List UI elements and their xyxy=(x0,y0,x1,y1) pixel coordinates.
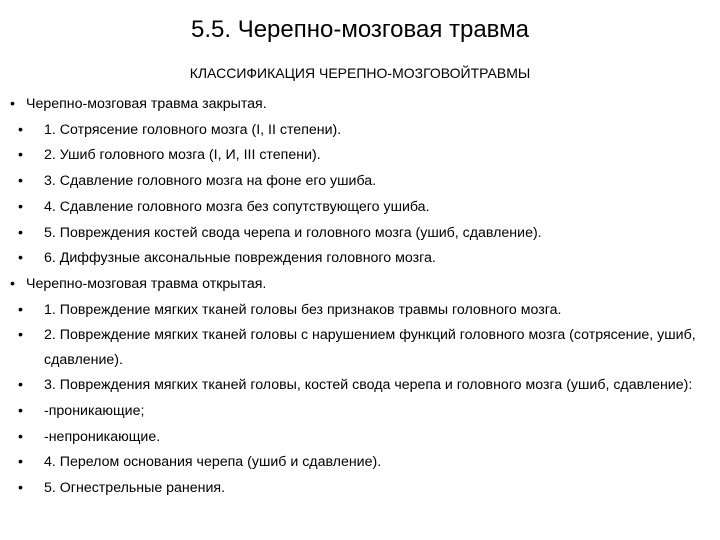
bullet: • xyxy=(18,121,23,138)
slide-title: 5.5. Черепно-мозговая травма xyxy=(191,16,529,43)
list-item xyxy=(18,169,714,195)
section-heading-text: Черепно-мозговая травма закрытая. xyxy=(26,96,267,112)
list-item-text: -проникающие; xyxy=(44,402,145,419)
list-item-text: 3. Сдавление головного мозга на фоне его ушиба. xyxy=(44,173,377,190)
list-item-text: -непроникающие. xyxy=(44,428,161,445)
bullet: • xyxy=(18,454,23,471)
section-open-heading xyxy=(10,272,714,298)
list-item-text: 5. Огнестрельные ранения. xyxy=(44,479,226,496)
bullet: • xyxy=(18,173,23,190)
list-item xyxy=(18,118,714,144)
list-item xyxy=(18,298,714,324)
list-item xyxy=(18,373,714,399)
list-item xyxy=(18,450,714,476)
list-item-text: 2. Повреждение мягких тканей головы с нарушением функций головного мозга (сотрясение, ушиб, сдавление). xyxy=(44,327,696,368)
list-item-text: 2. Ушиб головного мозга (I, И, III степени). xyxy=(44,147,321,164)
list-item xyxy=(18,195,714,221)
list-item-text: 1. Повреждение мягких тканей головы без признаков травмы головного мозга. xyxy=(44,301,562,318)
list-item xyxy=(18,425,714,451)
list-item-text: 4. Сдавление головного мозга без сопутствующего ушиба. xyxy=(44,198,430,215)
list-item xyxy=(18,143,714,169)
bullet: • xyxy=(18,198,23,215)
bullet: • xyxy=(18,327,23,344)
bullet: • xyxy=(18,147,23,164)
bullet: • xyxy=(18,479,23,496)
list-item xyxy=(18,323,714,373)
bullet: • xyxy=(10,275,15,292)
list-item xyxy=(18,221,714,247)
list-item xyxy=(18,399,714,425)
bullet: • xyxy=(18,250,23,267)
list-item xyxy=(18,246,714,272)
classification-subtitle: КЛАССИФИКАЦИЯ ЧЕРЕПНО-МОЗГОВОЙТРАВМЫ xyxy=(189,65,531,81)
classification-list xyxy=(10,92,714,502)
bullet: • xyxy=(18,301,23,318)
bullet: • xyxy=(10,96,15,112)
list-item-text: 3. Повреждения мягких тканей головы, костей свода черепа и головного мозга (ушиб, сдавление): xyxy=(44,377,693,394)
bullet: • xyxy=(18,402,23,419)
section-heading-text: Черепно-мозговая травма открытая. xyxy=(26,275,267,292)
list-item-text: 1. Сотрясение головного мозга (I, II степени). xyxy=(44,121,342,138)
list-item xyxy=(18,476,714,502)
bullet: • xyxy=(18,428,23,445)
bullet: • xyxy=(18,377,23,394)
list-item-text: 6. Диффузные аксональные повреждения головного мозга. xyxy=(44,250,436,267)
list-item-text: 4. Перелом основания черепа (ушиб и сдавление). xyxy=(44,454,382,471)
section-closed-heading xyxy=(10,92,714,118)
bullet: • xyxy=(18,224,23,241)
list-item-text: 5. Повреждения костей свода черепа и головного мозга (ушиб, сдавление). xyxy=(44,224,542,241)
